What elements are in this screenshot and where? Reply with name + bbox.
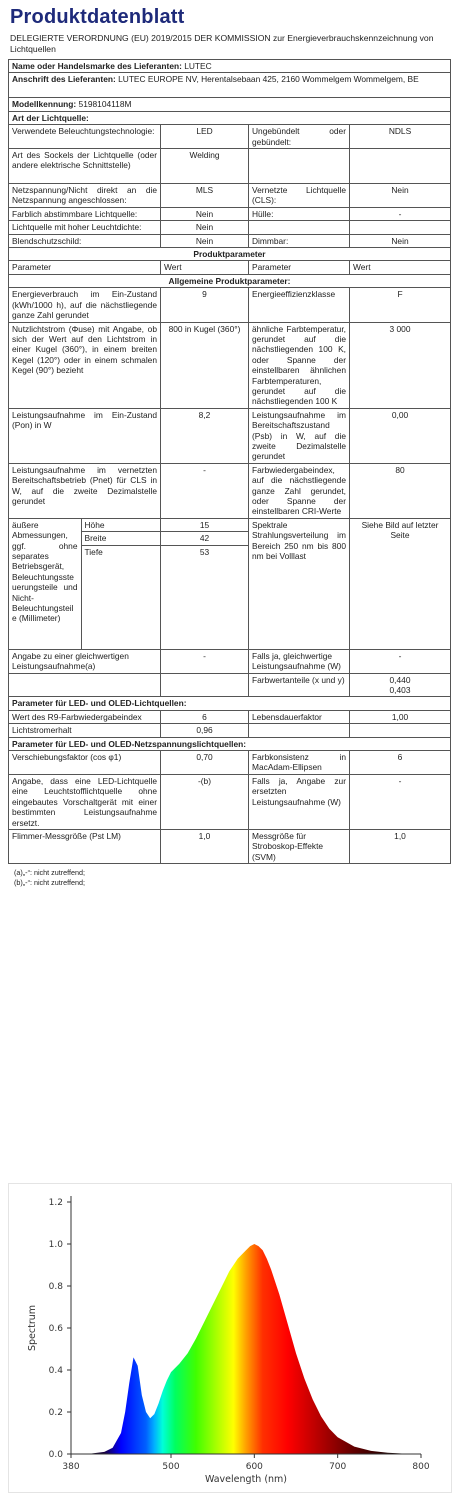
table-row: [9, 408, 451, 463]
param-value: 80: [350, 463, 451, 518]
r9-label: Wert des R9-Farbwiedergabeindex: [9, 710, 161, 723]
param-label: Hülle:: [249, 207, 350, 220]
param-label: Falls ja, Angabe zur ersetzten Leistungsaufnahme (W): [249, 774, 350, 829]
param-value: Nein: [350, 234, 451, 247]
param-value: [350, 221, 451, 234]
regulation-subtitle: DELEGIERTE VERORDNUNG (EU) 2019/2015 DER KOMMISSION zur Energieverbrauchskennzeichnung von Lichtquellen: [10, 33, 434, 54]
param-label: Farbwiedergabeindex, auf die nächstliegende ganze Zahl gerundet, oder Spanne der einstellbaren CRI-Werte: [249, 463, 350, 518]
chromaticity-x: 0,440: [389, 674, 411, 685]
supplier-address-label: Anschrift des Lieferanten:: [12, 74, 116, 85]
param-label: ähnliche Farbtemperatur, gerundet auf die nächstliegenden 100 K, oder Spanne der einstellbaren ähnlichen Farbtemperaturen, gerundet auf die nächstliegenden 100 K: [249, 322, 350, 408]
y-tick-label: 1.0: [48, 1240, 63, 1250]
param-label: Flimmer-Messgröße (Pst LM): [9, 829, 161, 863]
dimension-height-value: 15: [161, 519, 248, 532]
plot-area: [27, 1196, 430, 1485]
supplier-name-label: Name oder Handelsmarke des Lieferanten:: [12, 61, 182, 71]
spectrum-chart: [8, 1183, 452, 1493]
x-tick-label: 380: [62, 1462, 80, 1472]
table-row: [9, 322, 451, 408]
param-value: Welding: [161, 149, 249, 184]
page-title: Produktdatenblatt: [10, 6, 185, 28]
lumen-maintenance-label: Lichtstromerhalt: [9, 724, 161, 737]
param-value: 8,2: [161, 408, 249, 463]
param-value: NDLS: [350, 125, 451, 149]
column-header: Wert: [350, 261, 451, 274]
param-label: Dimmbar:: [249, 234, 350, 247]
param-label: [249, 149, 350, 184]
table-row: [9, 751, 451, 775]
param-label: Energieverbrauch im Ein-Zustand (kWh/1000 h), auf die nächstliegende ganze Zahl gerundet: [9, 288, 161, 322]
lumen-maintenance-value: 0,96: [161, 724, 249, 737]
product-params-heading-row: [9, 248, 451, 261]
equivalent-power-w-value: -: [350, 649, 451, 673]
table-row: [9, 234, 451, 247]
lifetime-label: Lebensdauerfaktor: [249, 710, 350, 723]
x-tick-label: 700: [329, 1462, 347, 1472]
param-value: MLS: [161, 184, 249, 208]
param-label: Ungebündelt oder gebündelt:: [249, 125, 350, 149]
y-tick-label: 0.6: [48, 1324, 63, 1334]
param-label: Energieeffizienzklasse: [249, 288, 350, 322]
dimension-height-label: Höhe: [82, 519, 161, 532]
param-value: [350, 149, 451, 184]
table-row: [9, 774, 451, 829]
footnote-a: (a)„-“: nicht zutreffend;: [14, 868, 85, 878]
param-value: 9: [161, 288, 249, 322]
section-heading: Produktparameter: [9, 248, 451, 261]
param-label: Farbkonsistenz in MacAdam-Ellipsen: [249, 751, 350, 775]
table-row: [9, 125, 451, 149]
led-heading-row: [9, 697, 451, 710]
chromaticity-y: 0,403: [389, 685, 411, 696]
column-header: Parameter: [9, 261, 161, 274]
y-tick-label: 1.2: [48, 1198, 63, 1208]
param-value: 1,0: [161, 829, 249, 863]
section-heading: Art der Lichtquelle:: [9, 111, 451, 124]
dimension-width-label: Breite: [82, 532, 161, 545]
x-tick-label: 500: [162, 1462, 180, 1472]
param-value: -: [350, 207, 451, 220]
r9-value: 6: [161, 710, 249, 723]
y-tick-label: 0.0: [48, 1450, 63, 1460]
equivalent-power-label: Angabe zu einer gleichwertigen Leistungsaufnahme(a): [9, 649, 161, 673]
param-label: Leistungsaufnahme im Ein-Zustand (Pon) in W: [9, 408, 161, 463]
spectral-value: Siehe Bild auf letzter Seite: [350, 518, 451, 649]
param-value: 0,00: [350, 408, 451, 463]
supplier-address-row: [9, 73, 451, 98]
supplier-name-value: LUTEC: [184, 61, 212, 71]
param-value: F: [350, 288, 451, 322]
dimension-depth-value: 53: [199, 546, 210, 557]
param-label: Blendschutzschild:: [9, 234, 161, 247]
param-value: 0,70: [161, 751, 249, 775]
param-label: Verschiebungsfaktor (cos φ1): [9, 751, 161, 775]
general-heading-row: [9, 274, 451, 287]
param-value: Nein: [161, 207, 249, 220]
dimension-depth-label: Tiefe: [84, 546, 103, 557]
param-label: Lichtquelle mit hoher Leuchtdichte:: [9, 221, 161, 234]
param-value: 3 000: [350, 322, 451, 408]
x-tick-label: 600: [245, 1462, 263, 1472]
section-heading: Parameter für LED- und OLED-Lichtquellen:: [9, 697, 451, 710]
param-value: -(b): [161, 774, 249, 829]
param-value: Nein: [161, 234, 249, 247]
param-label: Leistungsaufnahme im vernetzten Bereitschaftsbetrieb (Pnet) für CLS in W, auf die zweite Dezimalstelle gerundet: [9, 463, 161, 518]
supplier-address-value: LUTEC EUROPE NV, Herentalsebaan 425, 2160 Wommelgem Wommelgem, BE: [118, 74, 419, 85]
spectrum-chart-svg: [9, 1184, 451, 1492]
spectrum-area: [71, 1244, 421, 1454]
param-value: -: [161, 463, 249, 518]
table-row: [9, 829, 451, 863]
param-label: Vernetzte Lichtquelle (CLS):: [249, 184, 350, 208]
x-tick-label: 800: [412, 1462, 430, 1472]
table-row: [9, 710, 451, 723]
column-header: Wert: [161, 261, 249, 274]
x-axis-label: Wavelength (nm): [204, 1474, 288, 1485]
light-source-heading-row: [9, 111, 451, 124]
table-row: [9, 673, 451, 697]
column-header-row: [9, 261, 451, 274]
model-label: Modellkennung:: [12, 99, 77, 110]
param-label: Netzspannung/Nicht direkt an die Netzspannung angeschlossen:: [9, 184, 161, 208]
section-heading: Allgemeine Produktparameter:: [9, 274, 451, 287]
equivalent-power-value: -: [161, 649, 249, 673]
spectral-label: Spektrale Strahlungsverteilung im Bereich 250 nm bis 800 nm bei Volllast: [249, 518, 350, 649]
table-row: [9, 207, 451, 220]
param-value: 800 in Kugel (360°): [161, 322, 249, 408]
table-row: [9, 149, 451, 184]
column-header: Parameter: [249, 261, 350, 274]
table-row: [9, 288, 451, 322]
y-axis-label: Spectrum: [27, 1304, 38, 1352]
datasheet: [8, 6, 450, 888]
model-value: 5198104118M: [78, 99, 132, 110]
dimensions-label: äußere Abmessungen, ggf. ohne separates Betriebsgerät, Beleuchtungssteuerungsteile und Nicht-Beleuchtungsteile (Millimeter): [9, 519, 81, 649]
supplier-name-row: [9, 60, 451, 73]
equivalent-power-w-label: Falls ja, gleichwertige Leistungsaufnahme (W): [249, 649, 350, 673]
param-value: 6: [350, 751, 451, 775]
dimension-width-value: 42: [161, 532, 248, 545]
model-row: [9, 98, 451, 111]
param-label: Angabe, dass eine LED-Lichtquelle eine Leuchtstofflichtquelle ohne eingebautes Vorschaltgerät mit einer bestimmten Leistungsaufnahme ersetzt.: [9, 774, 161, 829]
param-label: [249, 221, 350, 234]
y-tick-label: 0.2: [48, 1408, 63, 1418]
param-label: Art des Sockels der Lichtquelle (oder andere elektrische Schnittstelle): [9, 149, 161, 184]
dimensions-row: [9, 518, 451, 649]
param-value: -: [350, 774, 451, 829]
param-label: Leistungsaufnahme im Bereitschaftszustand (Psb) in W, auf die zweite Dezimalstelle gerundet: [249, 408, 350, 463]
param-value: Nein: [161, 221, 249, 234]
footnotes: [14, 868, 450, 888]
lifetime-value: 1,00: [350, 710, 451, 723]
datasheet-table: [8, 59, 451, 864]
param-value: LED: [161, 125, 249, 149]
table-row: [9, 221, 451, 234]
table-row: [9, 184, 451, 208]
param-label: Messgröße für Stroboskop-Effekte (SVM): [249, 829, 350, 863]
y-tick-label: 0.8: [48, 1282, 63, 1292]
chromaticity-label: Farbwertanteile (x und y): [249, 673, 350, 697]
param-value: Nein: [350, 184, 451, 208]
mains-heading-row: [9, 737, 451, 750]
dimensions-subtable: [9, 519, 160, 649]
param-label: Nutzlichtstrom (Φuse) mit Angabe, ob sich der Wert auf den Lichtstrom in einer Kugel (360°), in einem breiten Kegel (120°) oder in einem schmalen Kegel (90°) bezieht: [9, 322, 161, 408]
table-row: [9, 649, 451, 673]
section-heading: Parameter für LED- und OLED-Netzspannungslichtquellen:: [9, 737, 451, 750]
y-tick-label: 0.4: [48, 1366, 63, 1376]
table-row: [9, 724, 451, 737]
table-row: [9, 463, 451, 518]
param-value: 1,0: [350, 829, 451, 863]
param-label: Farblich abstimmbare Lichtquelle:: [9, 207, 161, 220]
param-label: Verwendete Beleuchtungstechnologie:: [9, 125, 161, 149]
footnote-b: (b)„-“: nicht zutreffend;: [14, 878, 85, 888]
